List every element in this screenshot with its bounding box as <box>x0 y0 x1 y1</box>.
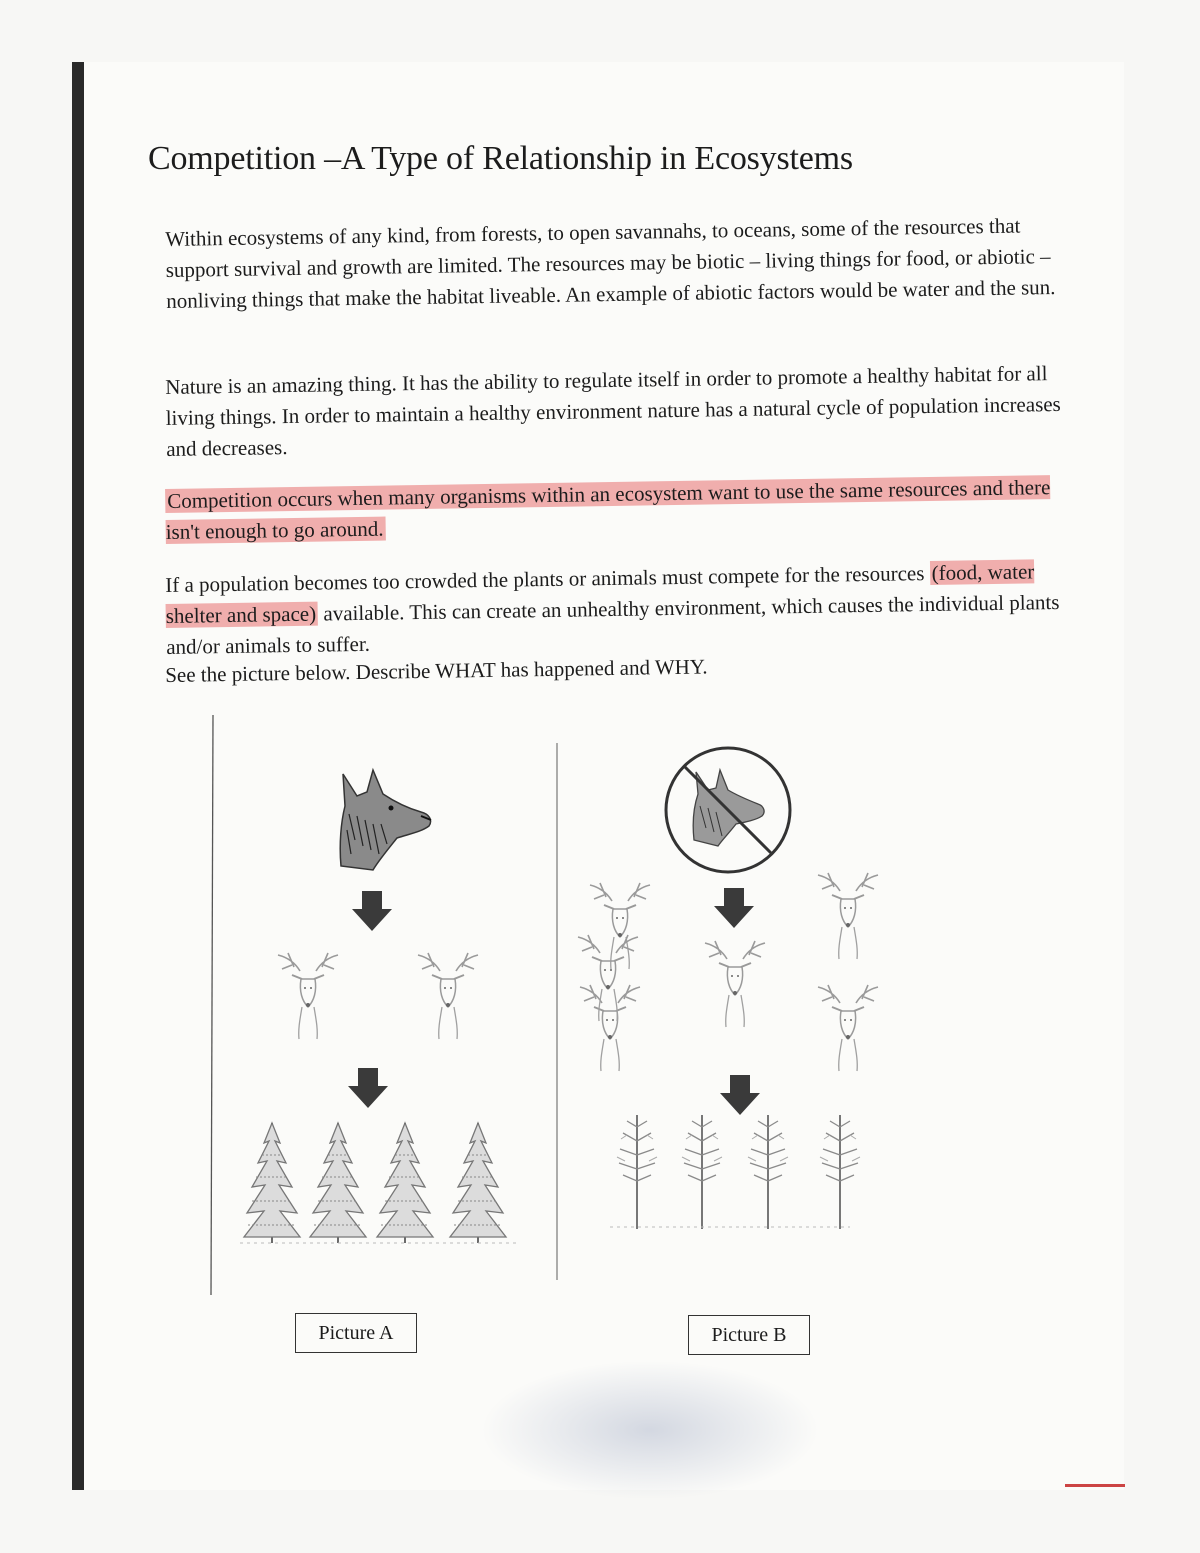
paragraph-crowding <box>165 556 1066 663</box>
paragraph-resources: Within ecosystems of any kind, from forests, to open savannahs, to oceans, some of the resources that support survival and growth are limited. The resources may be biotic – living things for food, or abiotic – nonliving things that make the habitat liveable. An example of abiotic factors would be water and the sun. <box>165 213 1056 313</box>
no-wolf-sign-icon <box>666 748 790 872</box>
bare-tree-illustration <box>617 1115 657 1229</box>
deer-illustration <box>818 985 878 1071</box>
arrow-down-icon <box>714 888 754 928</box>
picture-a-label: Picture A <box>295 1313 417 1353</box>
deer-illustration <box>278 953 338 1039</box>
binder-edge <box>72 62 84 1490</box>
arrow-down-icon <box>348 1068 388 1108</box>
crowding-text-end: available. This can create an unhealthy environment, which causes the individual plants and/or animals to suffer. <box>166 589 1060 659</box>
page-title: Competition –A Type of Relationship in Ecosystems <box>148 140 853 177</box>
deer-illustration <box>580 985 640 1071</box>
crowding-text-start: If a population becomes too crowded the plants or animals must compete for the resources <box>165 560 930 597</box>
bare-tree-illustration <box>820 1115 860 1229</box>
arrow-down-icon <box>720 1075 760 1115</box>
page-edge-mark <box>1065 1484 1125 1487</box>
deer-illustration <box>705 941 765 1027</box>
full-tree-illustration <box>310 1123 366 1243</box>
panel-a-divider <box>211 715 213 1295</box>
full-tree-illustration <box>244 1123 300 1243</box>
deer-illustration <box>578 935 638 1021</box>
full-tree-illustration <box>377 1123 433 1243</box>
deer-illustration <box>818 873 878 959</box>
bare-tree-illustration <box>682 1115 722 1229</box>
paragraph-instructions: See the picture below. Describe WHAT has happened and WHY. <box>165 654 708 687</box>
picture-b-label: Picture B <box>688 1315 810 1355</box>
hand-shadow <box>480 1360 820 1500</box>
paragraph-nature: Nature is an amazing thing. It has the ability to regulate itself in order to promote a healthy habitat for all living things. In order to maintain a healthy environment nature has a natural cycle of population increases and decreases. <box>165 361 1061 461</box>
full-tree-illustration <box>450 1123 506 1243</box>
wolf-illustration <box>340 770 431 870</box>
highlighted-definition: Competition occurs when many organisms within an ecosystem want to use the same resources and there isn't enough to go around. <box>165 475 1051 544</box>
bare-tree-illustration <box>748 1115 788 1229</box>
food-chain-figure <box>200 715 960 1305</box>
deer-illustration <box>590 883 650 969</box>
arrow-down-icon <box>352 891 392 931</box>
deer-illustration <box>418 953 478 1039</box>
highlighted-resources: (food, water shelter and space) <box>165 559 1035 628</box>
